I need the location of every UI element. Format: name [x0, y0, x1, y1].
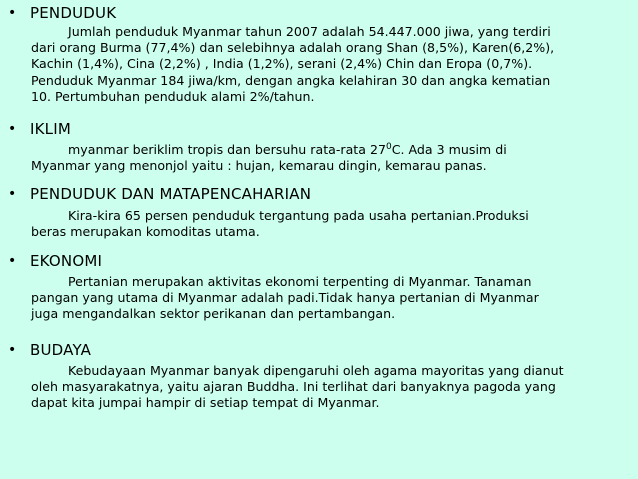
section-heading: PENDUDUK	[30, 4, 117, 22]
paragraph-line: juga mengandalkan sektor perikanan dan pertambangan.	[31, 306, 396, 322]
bullet-point: •	[8, 253, 17, 269]
bullet-point: •	[8, 5, 17, 21]
bullet-point: •	[8, 121, 17, 137]
section-heading: EKONOMI	[30, 252, 103, 270]
section-paragraph	[31, 24, 631, 105]
paragraph-text: C. Ada 3 musim di	[391, 142, 507, 157]
section-header	[0, 2, 638, 24]
section-header	[0, 250, 638, 272]
section-paragraph	[31, 142, 631, 174]
paragraph-line: Kebudayaan Myanmar banyak dipengaruhi oleh agama mayoritas yang dianut	[68, 363, 564, 378]
paragraph-line: pangan yang utama di Myanmar adalah padi.Tidak hanya pertanian di Myanmar	[31, 290, 539, 306]
bullet-point: •	[8, 342, 17, 358]
paragraph-line: beras merupakan komoditas utama.	[31, 224, 260, 240]
paragraph-line: Kira-kira 65 persen penduduk tergantung pada usaha pertanian.Produksi	[68, 208, 529, 223]
section-header	[0, 183, 638, 205]
bullet-point: •	[8, 186, 17, 202]
section-heading: IKLIM	[30, 120, 71, 138]
paragraph-line: dari orang Burma (77,4%) dan selebihnya adalah orang Shan (8,5%), Karen(6,2%),	[31, 40, 555, 56]
section-budaya	[0, 339, 638, 411]
paragraph-line: Kachin (1,4%), Cina (2,2%) , India (1,2%), serani (2,4%) Chin dan Eropa (0,7%).	[31, 56, 533, 72]
paragraph-line: Myanmar yang menonjol yaitu : hujan, kemarau dingin, kemarau panas.	[31, 158, 487, 174]
section-ekonomi	[0, 250, 638, 322]
paragraph-line: 10. Pertumbuhan penduduk alami 2%/tahun.	[31, 88, 315, 104]
paragraph-text: myanmar beriklim tropis dan bersuhu rata-rata 27	[68, 142, 386, 157]
section-paragraph	[31, 274, 631, 323]
paragraph-line: dapat kita jumpai hampir di setiap tempat di Myanmar.	[31, 395, 380, 411]
section-iklim	[0, 118, 638, 174]
paragraph-line: Penduduk Myanmar 184 jiwa/km, dengan angka kelahiran 30 dan angka kematian	[31, 72, 551, 88]
section-heading: BUDAYA	[30, 341, 92, 359]
section-header	[0, 118, 638, 140]
paragraph-line: Jumlah penduduk Myanmar tahun 2007 adalah 54.447.000 jiwa, yang terdiri	[68, 24, 551, 39]
section-heading: PENDUDUK DAN MATAPENCAHARIAN	[30, 185, 312, 203]
paragraph-line: Pertanian merupakan aktivitas ekonomi terpenting di Myanmar. Tanaman	[68, 274, 532, 289]
section-paragraph	[31, 363, 631, 412]
paragraph-line: oleh masyarakatnya, yaitu ajaran Buddha. Ini terlihat dari banyaknya pagoda yang	[31, 379, 556, 395]
section-penduduk	[0, 2, 638, 104]
section-matapencaharian	[0, 183, 638, 240]
section-paragraph	[31, 208, 631, 240]
paragraph-line	[31, 142, 631, 158]
section-header	[0, 339, 638, 361]
superscript-degree: 0	[385, 142, 392, 152]
